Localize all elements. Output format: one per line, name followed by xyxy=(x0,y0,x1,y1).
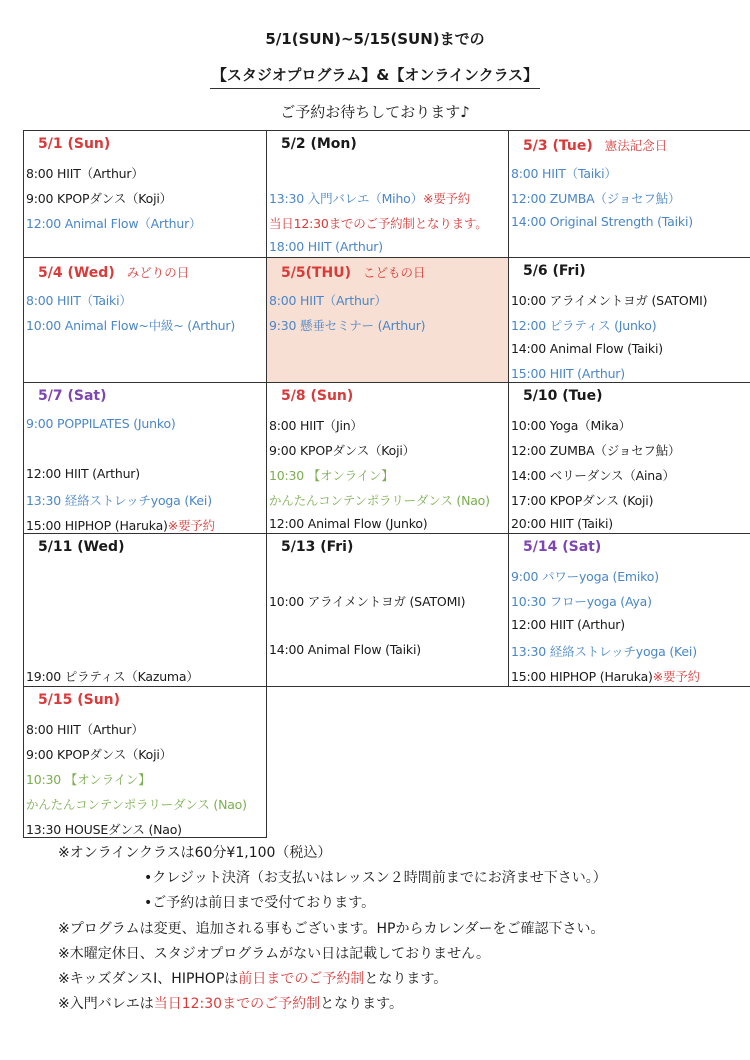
class-entry xyxy=(26,745,172,763)
day-date: 5/3 (Tue) xyxy=(523,138,593,154)
day-cell xyxy=(267,131,509,258)
day-cell xyxy=(24,258,267,383)
class-text: 14:00 Original Strength (Taiki) xyxy=(511,214,693,229)
class-entry xyxy=(269,491,490,509)
note-program-change: ※プログラムは変更、追加される事もございます。HPからカレンダーをご確認下さい。 xyxy=(58,921,605,937)
reservation-required-badge: ※要予約 xyxy=(422,191,471,206)
class-text: 9:30 懸垂セミナー (Arthur) xyxy=(269,318,426,333)
class-text: 10:30 【オンライン】 xyxy=(26,772,151,787)
day-cell xyxy=(509,131,750,258)
day-date: 5/7 (Sat) xyxy=(38,388,107,404)
class-text: 19:00 ピラティス（Kazuma） xyxy=(26,669,199,684)
reservation-required-badge: ※要予約 xyxy=(652,669,700,684)
class-text: 12:00 Animal Flow (Junko) xyxy=(269,516,428,531)
day-date: 5/10 (Tue) xyxy=(523,388,603,404)
class-entry xyxy=(26,516,215,534)
class-entry xyxy=(26,491,212,509)
class-text: 9:00 KPOPダンス（Koji） xyxy=(269,443,415,458)
greeting-text: ご予約お待ちしております♪ xyxy=(280,103,470,121)
class-entry xyxy=(511,316,656,334)
day-header xyxy=(38,263,189,281)
page-title: 5/1(SUN)~5/15(SUN)までの xyxy=(265,30,485,48)
day-date: 5/14 (Sat) xyxy=(523,539,602,555)
note-thursday: ※木曜定休日、スタジオプログラムがない日は記載しておりません。 xyxy=(58,946,491,962)
day-header xyxy=(38,692,120,708)
class-text: 10:30 【オンライン】 xyxy=(269,468,394,483)
holiday-label: こどもの日 xyxy=(363,265,426,280)
class-text: 8:00 HIIT（Taiki） xyxy=(26,293,132,308)
day-date: 5/8 (Sun) xyxy=(281,388,354,404)
day-cell xyxy=(24,383,267,534)
class-text: 10:30 フローyoga (Aya) xyxy=(511,594,652,609)
day-date: 5/15 (Sun) xyxy=(38,692,121,708)
day-header xyxy=(281,388,353,404)
class-text: 8:00 HIIT（Taiki） xyxy=(511,166,617,181)
class-text: 12:00 ZUMBA（ジョセフ鮎） xyxy=(511,443,681,458)
day-date: 5/13 (Fri) xyxy=(281,539,354,555)
class-entry xyxy=(511,642,697,660)
page-subtitle: 【スタジオプログラム】&【オンラインクラス】 xyxy=(210,64,540,89)
class-text: 13:30 経絡ストレッチyoga (Kei) xyxy=(26,493,212,508)
class-text: 9:00 POPPILATES (Junko) xyxy=(26,416,176,431)
class-text: 14:00 Animal Flow (Taiki) xyxy=(511,341,663,356)
class-entry xyxy=(26,795,247,813)
note-credit: •クレジット決済（お支払いはレッスン２時間前までにお済ませ下さい。） xyxy=(144,870,607,886)
class-entry xyxy=(269,416,363,434)
day-header xyxy=(38,136,110,152)
class-text: 10:00 アライメントヨガ (SATOMI) xyxy=(269,594,466,609)
class-entry xyxy=(26,667,199,685)
class-entry xyxy=(269,516,427,531)
day-cell xyxy=(509,534,750,687)
class-entry xyxy=(26,291,132,309)
class-entry xyxy=(269,441,415,459)
class-text: 9:00 パワーyoga (Emiko) xyxy=(511,569,659,584)
class-entry xyxy=(269,466,394,484)
class-text: 13:30 経絡ストレッチyoga (Kei) xyxy=(511,644,697,659)
class-text: かんたんコンテンポラリーダンス (Nao) xyxy=(26,797,247,812)
day-cell xyxy=(509,258,750,383)
class-text: 14:00 ベリーダンス（Aina） xyxy=(511,468,675,483)
class-entry xyxy=(511,667,700,685)
day-cell xyxy=(509,383,750,534)
class-entry xyxy=(26,164,144,182)
class-entry xyxy=(26,820,182,838)
class-text: 12:00 HIIT (Arthur) xyxy=(511,617,625,632)
class-entry xyxy=(26,466,140,481)
day-cell xyxy=(24,534,267,687)
note-kids-suffix: となります。 xyxy=(364,971,448,987)
day-header xyxy=(523,136,667,154)
class-text: 17:00 KPOPダンス (Koji) xyxy=(511,493,654,508)
class-entry xyxy=(26,720,144,738)
day-date: 5/1 (Sun) xyxy=(38,136,111,152)
class-entry xyxy=(511,366,625,381)
class-entry xyxy=(511,491,653,509)
note-online-price: ※オンラインクラスは60分¥1,100（税込） xyxy=(58,845,332,861)
class-text: 10:00 Yoga（Mika） xyxy=(511,418,631,433)
class-entry xyxy=(269,291,387,309)
note-ballet-red: 当日12:30までのご予約制 xyxy=(153,996,321,1012)
class-entry xyxy=(511,341,663,356)
class-entry xyxy=(511,592,652,610)
day-cell xyxy=(24,131,267,258)
class-entry xyxy=(511,164,617,182)
class-text: 8:00 HIIT（Jin） xyxy=(269,418,363,433)
class-text: 15:00 HIPHOP (Haruka) xyxy=(26,518,168,533)
day-cell xyxy=(267,258,509,383)
holiday-label: みどりの日 xyxy=(126,265,190,280)
day-header xyxy=(523,263,586,279)
class-text: 13:30 HOUSEダンス (Nao) xyxy=(26,822,182,837)
day-cell xyxy=(24,687,267,838)
day-date: 5/11 (Wed) xyxy=(38,539,125,555)
note-reserve: •ご予約は前日まで受付ております。 xyxy=(144,895,376,911)
class-entry xyxy=(269,316,425,334)
note-ballet-suffix: となります。 xyxy=(320,996,403,1012)
class-text: かんたんコンテンポラリーダンス (Nao) xyxy=(269,493,490,508)
class-entry xyxy=(269,239,383,254)
class-text: 15:00 HIPHOP (Haruka) xyxy=(511,669,653,684)
class-text: 9:00 KPOPダンス（Koji） xyxy=(26,747,172,762)
note-kids-red: 前日までのご予約制 xyxy=(238,971,365,987)
class-text: 15:00 HIIT (Arthur) xyxy=(511,366,625,381)
day-header xyxy=(281,263,426,281)
class-text: 8:00 HIIT（Arthur） xyxy=(26,722,144,737)
class-text: 10:00 Animal Flow~中級~ (Arthur) xyxy=(26,318,236,333)
day-header xyxy=(281,539,353,555)
class-entry xyxy=(269,214,488,232)
class-text: 12:00 ピラティス (Junko) xyxy=(511,318,657,333)
class-text: 8:00 HIIT（Arthur） xyxy=(26,166,144,181)
day-date: 5/5(THU) xyxy=(281,265,352,281)
class-entry xyxy=(511,291,707,309)
day-header xyxy=(38,539,124,555)
class-entry xyxy=(26,416,176,431)
note-ballet xyxy=(58,993,403,1013)
class-text: 12:00 Animal Flow（Arthur） xyxy=(26,216,202,231)
day-header xyxy=(523,539,601,555)
class-text: 10:00 アライメントヨガ (SATOMI) xyxy=(511,293,708,308)
class-entry xyxy=(269,592,465,610)
class-entry xyxy=(511,466,675,484)
class-text: 14:00 Animal Flow (Taiki) xyxy=(269,642,421,657)
class-entry xyxy=(511,617,625,632)
class-text: 18:00 HIIT (Arthur) xyxy=(269,239,383,254)
note-ballet-prefix: ※入門バレエは xyxy=(58,996,154,1012)
class-entry xyxy=(26,214,201,232)
class-entry xyxy=(269,189,470,207)
day-header xyxy=(38,388,107,404)
schedule-grid xyxy=(23,130,750,838)
class-text: 当日12:30までのご予約制となります。 xyxy=(269,216,488,231)
reservation-required-badge: ※要予約 xyxy=(167,518,215,533)
class-entry xyxy=(269,642,421,657)
class-entry xyxy=(511,416,631,434)
day-date: 5/4 (Wed) xyxy=(38,265,115,281)
class-text: 13:30 入門バレエ（Miho） xyxy=(269,191,423,206)
class-entry xyxy=(511,214,693,229)
class-text: 9:00 KPOPダンス（Koji） xyxy=(26,191,172,206)
class-entry xyxy=(26,189,172,207)
day-cell xyxy=(267,383,509,534)
day-date: 5/6 (Fri) xyxy=(523,263,586,279)
day-header xyxy=(523,388,602,404)
class-entry xyxy=(511,189,680,207)
class-entry xyxy=(26,316,235,334)
note-kids xyxy=(58,968,447,988)
class-entry xyxy=(511,516,613,531)
empty-cell xyxy=(509,687,750,838)
class-text: 12:00 HIIT (Arthur) xyxy=(26,466,140,481)
class-text: 12:00 ZUMBA（ジョセフ鮎） xyxy=(511,191,681,206)
class-entry xyxy=(511,441,680,459)
empty-cell xyxy=(267,687,509,838)
holiday-label: 憲法記念日 xyxy=(604,138,668,153)
class-text: 8:00 HIIT（Arthur） xyxy=(269,293,387,308)
class-text: 20:00 HIIT (Taiki) xyxy=(511,516,613,531)
class-entry xyxy=(26,770,151,788)
day-date: 5/2 (Mon) xyxy=(281,136,357,152)
note-kids-prefix: ※キッズダンスⅠ、HIPHOPは xyxy=(58,971,239,987)
day-cell xyxy=(267,534,509,687)
class-entry xyxy=(511,567,659,585)
day-header xyxy=(281,136,357,152)
